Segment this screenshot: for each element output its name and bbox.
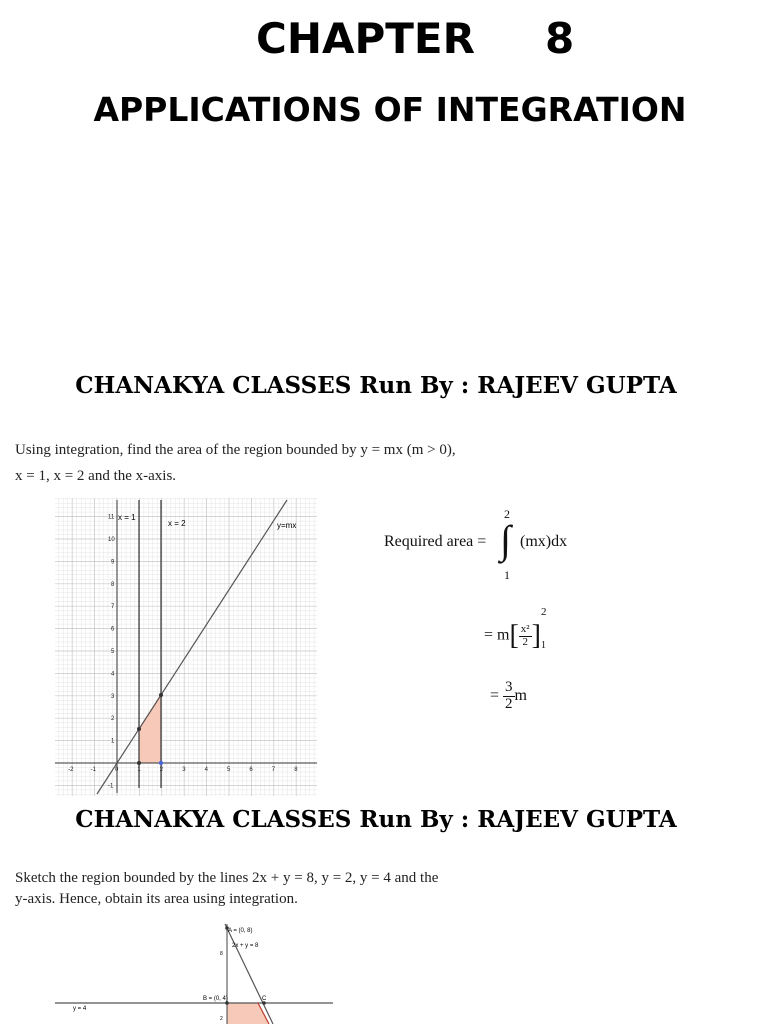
- graph-1-shaded-region: [139, 695, 161, 763]
- integral-sign: ∫: [500, 517, 511, 562]
- graph-1-x-tick-label: 1: [137, 767, 141, 773]
- graph-1-x-tick-label: 5: [227, 767, 231, 773]
- graph-2-label-y4: y = 4: [73, 1006, 87, 1012]
- graph-1-x-tick-label: 2: [159, 767, 164, 773]
- integral-lower-limit: 1: [504, 568, 510, 582]
- step-3-fraction: [503, 680, 515, 713]
- graph-1-y-tick-label: 7: [111, 604, 115, 611]
- graph-1-x-tick-label: 4: [204, 767, 208, 773]
- graph-1-x-tick-label: 0: [115, 767, 119, 773]
- step-3-variable: m: [514, 686, 527, 704]
- banner-1: CHANAKYA CLASSES Run By : RAJEEV GUPTA: [75, 372, 677, 399]
- graph-1-y-tick-label: 1: [111, 738, 115, 745]
- graph-1-y-tick-label: 11: [108, 514, 115, 521]
- graph-1-y-tick-label: 3: [111, 693, 115, 700]
- step-3-prefix: =: [490, 686, 500, 704]
- graph-2-label-b: B = (0, 4): [203, 996, 228, 1002]
- graph-1-y-tick-labels: [108, 515, 115, 790]
- chapter-subtitle: APPLICATIONS OF INTEGRATION: [93, 90, 687, 129]
- step-2-right-bracket: ]: [531, 620, 541, 651]
- chapter-number: 8: [545, 14, 575, 63]
- step-2-fraction: [519, 624, 532, 648]
- banner-2: CHANAKYA CLASSES Run By : RAJEEV GUPTA: [75, 806, 677, 833]
- graph-1-y-tick-label: 4: [111, 671, 115, 678]
- graph-1-x-tick-label: -2: [68, 767, 74, 773]
- graph-1-point-a: [137, 727, 141, 731]
- graph-1-y-tick-label: 10: [108, 537, 115, 543]
- step-2-prefix: = m: [484, 626, 510, 644]
- graph-2-tick-2: 2: [220, 1016, 223, 1022]
- step-2-numerator: x²: [520, 622, 530, 635]
- integral-upper-limit: 2: [504, 507, 510, 521]
- question-1-line-2: x = 1, x = 2 and the x-axis.: [15, 468, 177, 484]
- graph-1-x-tick-label: 6: [249, 767, 253, 773]
- step-2-left-bracket: [: [509, 620, 519, 651]
- graph-1-label-line: y=mx: [277, 521, 297, 530]
- solution-step-3: [490, 680, 527, 713]
- step-2-lower-limit: 1: [541, 640, 546, 651]
- graph-1-label-x2: x = 2: [168, 519, 186, 528]
- step-2-denominator: 2: [522, 635, 528, 648]
- graph-1-y-tick-label: 9: [111, 559, 115, 566]
- graph-1-y-tick-label: -1: [108, 783, 114, 790]
- graph-2-label-c: C: [262, 996, 267, 1002]
- graph-1-point-d: [159, 761, 163, 765]
- graph-1-line-y-mx: [97, 500, 287, 794]
- graph-2: [55, 922, 340, 1024]
- question-2-line-2: y-axis. Hence, obtain its area using integration.: [15, 891, 298, 907]
- graph-1-y-tick-label: 6: [111, 626, 115, 633]
- graph-2-label-line: 2x + y = 8: [232, 943, 259, 949]
- step-2-upper-limit: 2: [541, 606, 547, 618]
- graph-1-grid: [55, 498, 317, 796]
- chapter-word: CHAPTER: [256, 14, 475, 63]
- graph-2-tick-8: 8: [220, 951, 223, 957]
- graph-1-label-x1: x = 1: [118, 513, 136, 522]
- required-area-label: Required area =: [384, 533, 487, 550]
- graph-1-point-b: [159, 693, 163, 697]
- graph-1-y-tick-label: 8: [111, 581, 115, 588]
- chapter-heading: [0, 8, 768, 68]
- graph-1-x-tick-label: 7: [271, 767, 276, 773]
- graph-2-shaded-region: [227, 1003, 269, 1024]
- graph-1-x-tick-label: 8: [294, 767, 298, 773]
- graph-1-x-tick-label: 3: [182, 767, 186, 773]
- integrand: (mx)dx: [520, 533, 568, 550]
- graph-1: [55, 498, 320, 796]
- step-3-numerator: 3: [505, 679, 513, 695]
- graph-2-label-a: A = (0, 8): [228, 928, 253, 934]
- question-2-line-1: Sketch the region bounded by the lines 2x + y = 8, y = 2, y = 4 and the: [15, 870, 439, 886]
- graph-1-x-tick-label: -1: [90, 767, 96, 773]
- graph-1-point-c: [137, 761, 141, 765]
- question-1-line-1: Using integration, find the area of the region bounded by y = mx (m > 0),: [15, 442, 456, 458]
- solution-step-2: [484, 620, 541, 652]
- graph-1-y-tick-label: 2: [111, 716, 115, 723]
- step-3-denominator: 2: [505, 695, 513, 712]
- graph-1-y-tick-label: 5: [111, 649, 115, 655]
